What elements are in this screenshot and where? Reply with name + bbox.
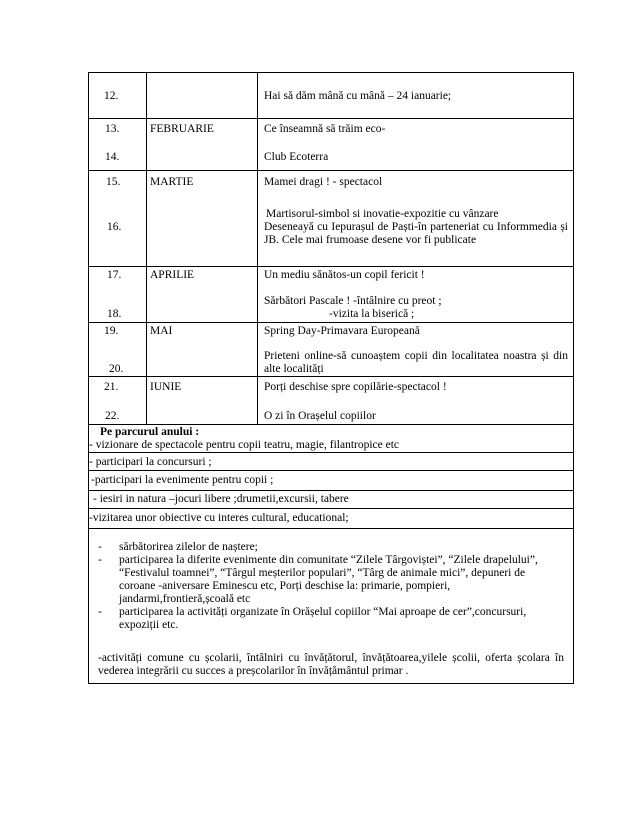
row-number: 20. — [109, 363, 124, 375]
month-label: APRILIE — [150, 269, 195, 281]
activity-text: Mamei dragi ! - spectacol — [264, 176, 383, 188]
activity-text: Porți deschise spre copilărie-spectacol ! — [264, 381, 447, 393]
celebrations-list — [98, 541, 562, 632]
month-label: FEBRUARIE — [150, 123, 214, 135]
list-item: - participarea la activități organizate în Orășelul copiilor “Mai aproape de cer”,concursuri, expoziții etc. — [98, 606, 527, 631]
month-label: MARTIE — [150, 176, 194, 188]
row-number: 15. — [106, 176, 121, 188]
row-number: 16. — [107, 221, 122, 233]
year-activity: - participari la concursuri ; — [89, 456, 212, 468]
activity-text: Un mediu sănătos-un copil fericit ! — [264, 269, 425, 281]
month-label: IUNIE — [150, 381, 182, 393]
year-activity: - iesiri in natura –jocuri libere ;drumetii,excursii, tabere — [93, 493, 349, 505]
activity-text: Club Ecoterra — [264, 151, 329, 163]
row-number: 13. — [105, 123, 120, 135]
activity-text: Sărbători Pascale ! -întâlnire cu preot ; — [264, 295, 442, 307]
section-title: Pe parcurul anului : — [100, 426, 200, 438]
activity-text: Deseneayă cu Iepurașul de Paști-în parteneriat cu Informmedia și JB. Cele mai frumoase desene vor fi publicate — [264, 221, 568, 246]
year-activity: - vizionare de spectacole pentru copii teatru, magie, filantropice etc — [89, 439, 400, 451]
activity-text: Prieteni online-să cunoaștem copii din localitatea noastra și din alte localități — [264, 350, 568, 375]
list-item: - sărbătorirea zilelor de naștere; — [98, 541, 258, 553]
row-number: 19. — [104, 325, 119, 337]
row-number: 22. — [105, 410, 120, 422]
activity-text: Ce înseamnă să trăim eco- — [264, 123, 386, 135]
activity-text: O zi în Orașelul copiilor — [264, 410, 376, 422]
row-number: 14. — [105, 151, 120, 163]
row-number: 17. — [107, 269, 122, 281]
row-number: 18. — [107, 308, 122, 320]
list-item: - participarea la diferite evenimente din comunitate “Zilele Târgoviștei”, “Zilele drapelului”, “Festivalul toamnei”, “Târgul meșterilor populari”, “Târg de animale mici”, depuneri de coroane -aniversare Eminescu etc, Porți deschise la: primarie, pompieri, jandarmi,frontieră,școală etc — [98, 554, 538, 605]
row-number: 12. — [104, 90, 119, 102]
closing-paragraph: -activități comune cu școlarii, întâlniri cu învățătorul, învățătoarea,yilele școlii, oferta școlara în vederea integrării cu succes a preșcolarilor în învățământul primar . — [98, 652, 564, 677]
activity-text: Hai să dăm mână cu mână – 24 ianuarie; — [264, 90, 452, 102]
year-activity: -participari la evenimente pentru copii ; — [91, 474, 274, 486]
activity-text: Spring Day-Primavara Europeană — [264, 325, 420, 337]
year-activity: -vizitarea unor obiective cu interes cultural, educational; — [89, 512, 349, 524]
row-number: 21. — [104, 381, 119, 393]
month-label: MAI — [150, 325, 173, 337]
activity-text: Martisorul-simbol si inovatie-expozitie cu vânzare — [266, 208, 499, 220]
activities-table — [88, 72, 574, 684]
activity-text: -vizita la biserică ; — [329, 308, 415, 320]
